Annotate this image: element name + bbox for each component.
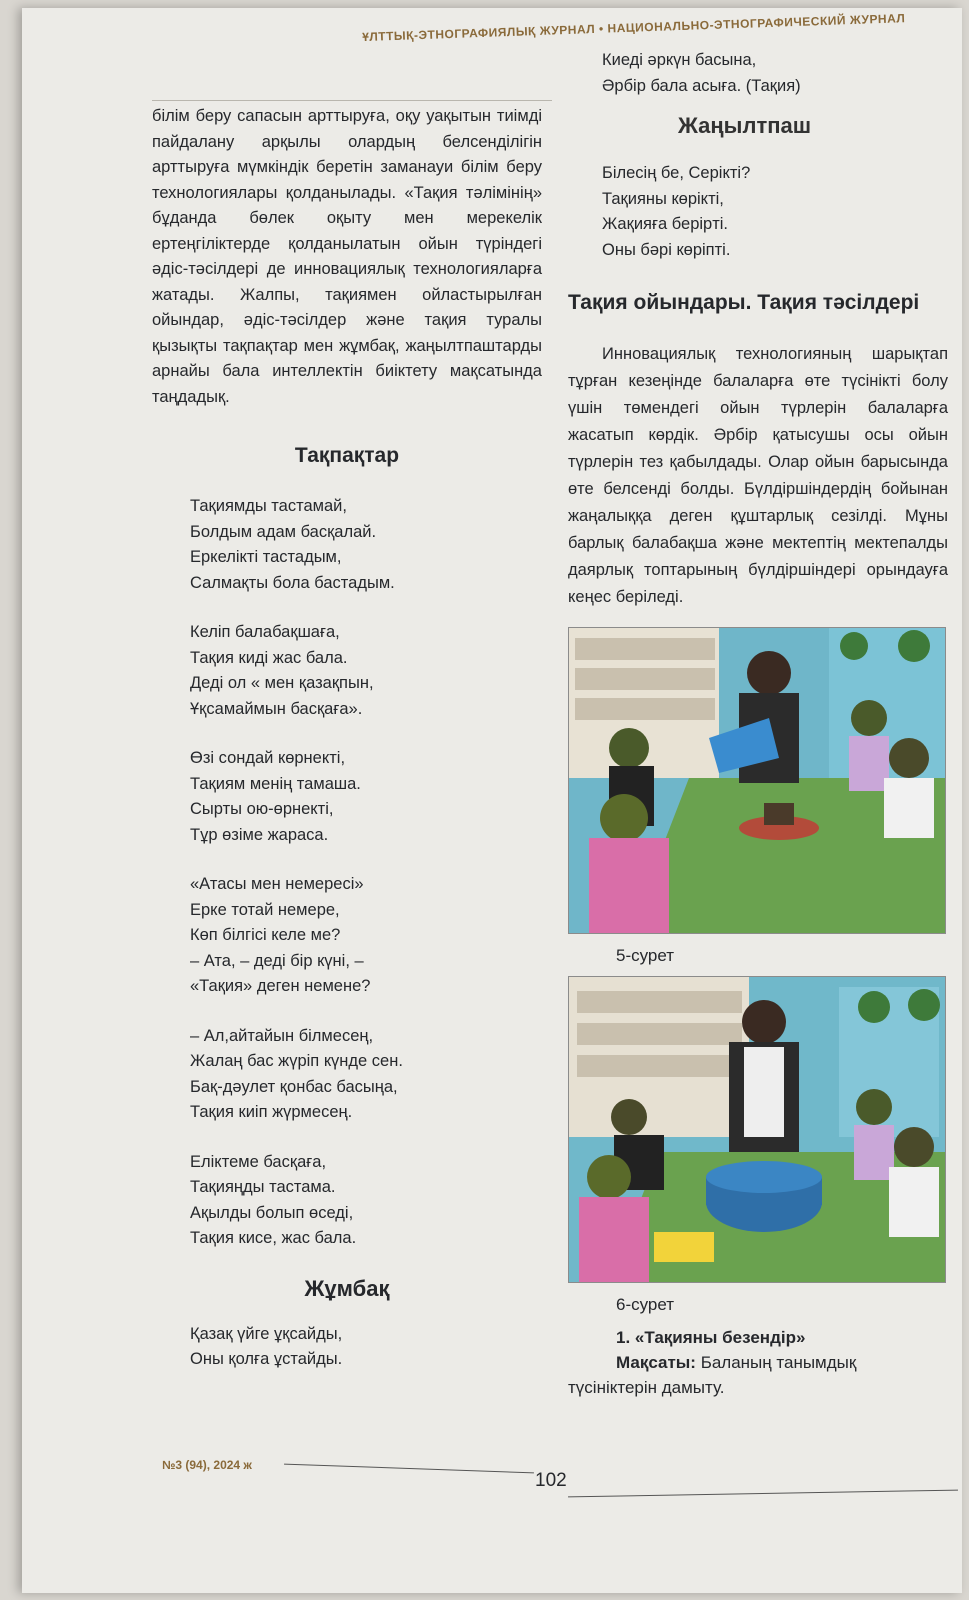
poem-line: Еліктеме басқаға, (190, 1152, 327, 1171)
photo-caption-6: 6-сурет (616, 1295, 675, 1314)
poem-line: Еркелікті тастадым, (190, 548, 342, 566)
poem-line: – Ата, – деді бір күні, – (190, 951, 364, 970)
riddle-line: Әрбір бала асыға. (Тақия) (602, 76, 801, 95)
poem-line: Сырты ою-өрнекті, (190, 800, 334, 818)
journal-header: ҰЛТТЫҚ-ЭТНОГРАФИЯЛЫҚ ЖУРНАЛ • НАЦИОНАЛЬНО-ЭТНОГРАФИЧЕСКИЙ ЖУРНАЛ (361, 11, 906, 45)
left-column (152, 104, 542, 1397)
riddle-line: Киеді әркүн басына, (602, 51, 757, 69)
tongue-twister-title: Жаңылтпаш (678, 113, 812, 138)
poem-line: Өзі сондай көрнекті, (190, 749, 346, 767)
poem-stanza (190, 746, 542, 848)
intro-paragraph: білім беру сапасын арттыруға, оқу уақытын тиімді пайдалану арқылы олардың белсенділігін арттыруға мүмкіндік беретін заманауи білім беру технологиялары қолданылады. «Тақия тәлімінің» бұданда бөлек оқыту мен мерекелік ертеңгіліктерде қолданылатын ойын түріндегі әдіс-тәсілдері де инновациялық технологияларға жатады. Жалпы, тақиямен ойластырылған ойындар, әдіс-тәсілдер және тақия туралы қызықты тақпақтар мен жұмбақ, жаңылтпаштарды арнайы бала интеллектін биіктету мақсатында таңдадық. (152, 107, 542, 406)
riddle-stanza (190, 1322, 542, 1373)
poem-stanza (190, 872, 542, 1000)
poem-line: Болдым адам басқалай. (190, 522, 377, 541)
task-goal-label: Мақсаты: (616, 1353, 696, 1372)
tongue-line: Тақияны көрікті, (602, 189, 724, 208)
poem-line: «Тақия» деген немене? (190, 977, 371, 995)
riddle-continuation (568, 48, 948, 99)
page-number: 102 (535, 1470, 567, 1491)
poem-line: Салмақты бола бастадым. (190, 573, 395, 592)
poem-line: Тақия киіп жүрмесең. (190, 1103, 353, 1121)
poem-line: Бақ-дәулет қонбас басыңа, (190, 1077, 398, 1096)
poem-line: Тақиям менің тамаша. (190, 774, 361, 793)
task-title: 1. «Тақияны безендір» (616, 1328, 806, 1347)
photo-illustration (569, 628, 945, 933)
poem-line: Тақия кисе, жас бала. (190, 1229, 357, 1247)
poem-line: Деді ол « мен қазақпын, (190, 674, 374, 692)
poem-stanza (190, 494, 542, 596)
poem-line: – Ал,айтайын білмесең, (190, 1026, 374, 1045)
footer-divider (284, 1464, 534, 1474)
photo-caption-5: 5-сурет (616, 946, 675, 965)
riddle-line: Оны қолға ұстайды. (190, 1350, 343, 1368)
poems-title: Тақпақтар (294, 444, 400, 467)
tongue-twister (568, 161, 948, 263)
tongue-line: Жақияға берipті. (602, 215, 729, 233)
poem-line: Жалаң бас жүріп күнде сен. (190, 1052, 403, 1070)
poem-line: Көп білгісі келе ме? (190, 926, 341, 944)
games-paragraph: Инновациялық технологияның шарықтап тұрған кезеңінде балаларға өте түсінікті болу үшін төмендегі ойын түрлерін балаларға жасатып көрдік. Әрбір қатысушы осы ойын түрлерін тез қабылдады. Олар ойын барысында өте белсенді болды. Бүлдіршіндердің бойынан жаңалыққа деген құштарлық сезілді. Мұны барлық балабақша және мектептің мектепалды даярлық топтарының бүлдіршіндері орындауға кеңес беріледі. (568, 345, 948, 606)
poem-line: Ерке тотай немере, (190, 900, 340, 919)
riddle-title: Жұмбақ (304, 1275, 390, 1301)
poem-line: «Атасы мен немересі» (190, 875, 364, 893)
games-title: Тақия ойындары. Тақия тәсілдері (568, 291, 920, 314)
poem-line: Тақия киді жас бала. (190, 648, 348, 667)
photo-illustration (569, 977, 945, 1282)
poem-stanza (190, 620, 542, 722)
poem-line: Ұқсамаймын басқаға». (190, 699, 363, 718)
tongue-line: Оны бәрі көріпті. (602, 240, 731, 259)
riddle-line: Қазақ үйге ұқсайды, (190, 1324, 343, 1343)
poem-line: Ақылды болып өседі, (190, 1203, 354, 1222)
task-goal-text: Баланың танымдық түсініктерін дамыту. (568, 1353, 857, 1397)
poem-line: Келіп балабақшаға, (190, 623, 340, 641)
game-task (568, 1325, 948, 1400)
header-divider (152, 100, 552, 101)
photo-children-table-2 (568, 976, 946, 1283)
poem-stanza (190, 1024, 542, 1126)
poem-line: Тақияңды тастама. (190, 1178, 336, 1196)
tongue-line: Білесің бе, Серікті? (602, 164, 751, 182)
poem-line: Тақиямды тастамай, (190, 497, 347, 515)
poem-line: Тұр өзіме жараса. (190, 825, 329, 844)
right-column (568, 48, 948, 1400)
photo-children-table-1 (568, 627, 946, 934)
journal-page (22, 8, 962, 1593)
poem-stanza (190, 1150, 542, 1252)
issue-number: №3 (94), 2024 ж (162, 1458, 252, 1472)
footer-divider (568, 1490, 958, 1498)
